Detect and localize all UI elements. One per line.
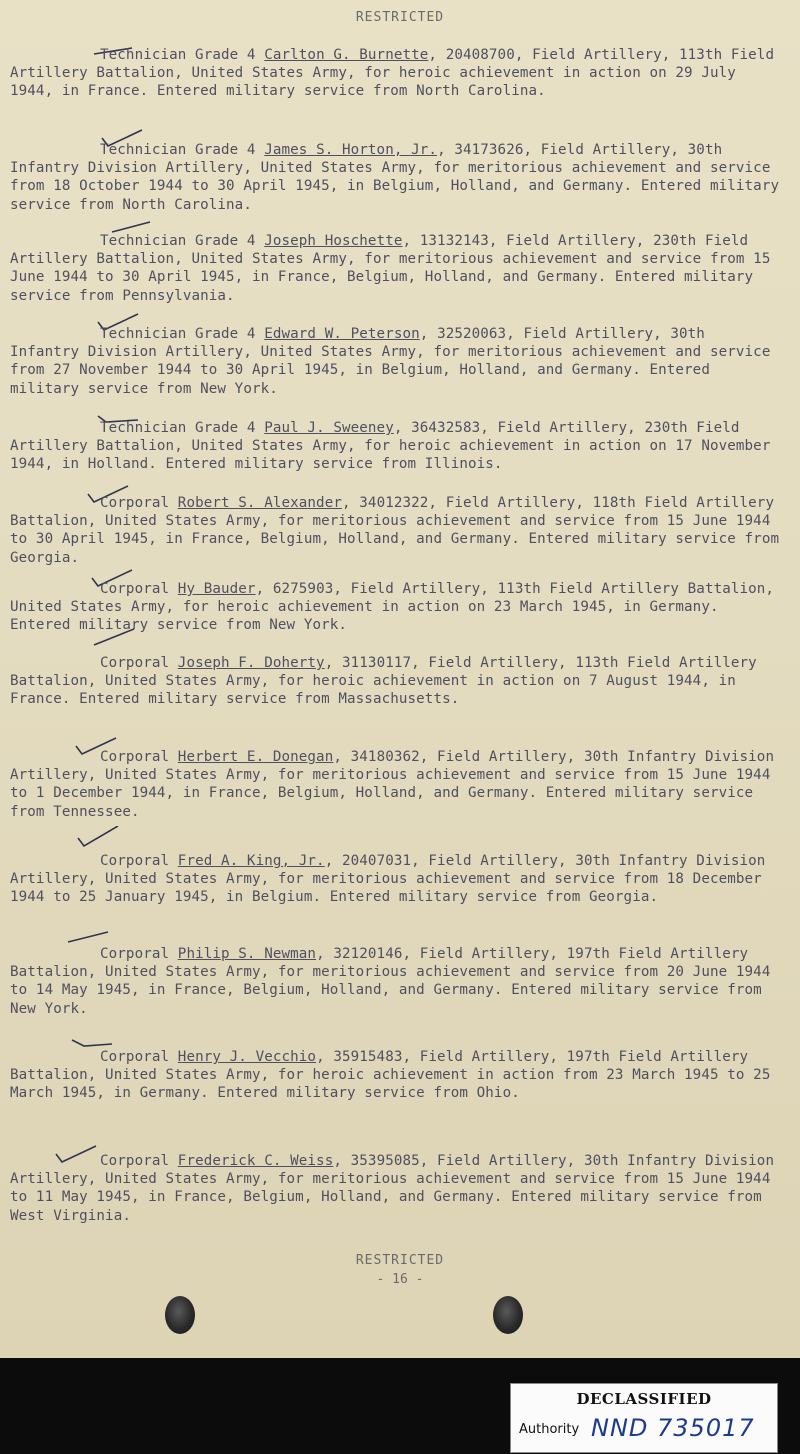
entry-name: Joseph Hoschette xyxy=(264,233,403,249)
classification-marking-bottom: RESTRICTED xyxy=(355,1253,445,1268)
citation-entry xyxy=(10,654,780,709)
stamp-authority-value: NND 735017 xyxy=(591,1414,755,1442)
citation-entry xyxy=(10,232,780,305)
citation-entry xyxy=(10,494,780,567)
punch-hole xyxy=(493,1296,523,1334)
entry-text: , 20407031, Field Artillery, 30th Infantry Division Artillery, United States Army, for meritorious achievement and service from 18 December 1944 to 25 January 1945, in Belgium. Entered military service from Georgia. xyxy=(10,853,766,906)
entry-text: , 6275903, Field Artillery, 113th Field Artillery Battalion, United States Army, for heroic achievement in action on 23 March 1945, in Germany. Entered military service from New York. xyxy=(10,581,775,634)
entry-rank: Corporal xyxy=(100,655,170,671)
entry-name: Paul J. Sweeney xyxy=(264,420,394,436)
entry-rank: Technician Grade 4 xyxy=(100,420,256,436)
entry-name: James S. Horton, Jr. xyxy=(264,142,438,158)
entry-rank: Corporal xyxy=(100,1153,170,1169)
citation-entry xyxy=(10,748,780,821)
page-number: - 16 - xyxy=(376,1272,424,1287)
punch-hole xyxy=(165,1296,195,1334)
entry-rank: Corporal xyxy=(100,581,170,597)
entry-name: Philip S. Newman xyxy=(177,946,317,962)
entry-text: , 13132143, Field Artillery, 230th Field Artillery Battalion, United States Army, for meritorious achievement and service from 15 June 1944 to 30 April 1945, in France, Belgium, Holland, and Germany. Entered military service from Pennsylvania. xyxy=(10,233,771,304)
entry-text: , 36432583, Field Artillery, 230th Field Artillery Battalion, United States Army, for heroic achievement in action on 17 November 1944, in Holland. Entered military service from Illinois. xyxy=(10,420,771,473)
entry-text: , 35915483, Field Artillery, 197th Field Artillery Battalion, United States Army, for heroic achievement in action from 23 March 1945 to 25 March 1945, in Germany. Entered military service from Ohio. xyxy=(10,1049,771,1102)
citation-entry xyxy=(10,325,780,398)
entry-name: Joseph F. Doherty xyxy=(177,655,325,671)
citation-entry xyxy=(10,46,780,101)
entry-name: Fred A. King, Jr. xyxy=(177,853,325,869)
entry-rank: Technician Grade 4 xyxy=(100,142,256,158)
entry-name: Robert S. Alexander xyxy=(177,495,342,511)
dash-mark-icon xyxy=(92,625,136,647)
entry-name: Frederick C. Weiss xyxy=(177,1153,334,1169)
entry-text: , 34012322, Field Artillery, 118th Field Artillery Battalion, United States Army, for meritorious achievement and service from 15 June 1944 to 30 April 1945, in France, Belgium, Holland, and Germany. Entered military service from Georgia. xyxy=(10,495,780,566)
stamp-title: DECLASSIFIED xyxy=(576,1390,712,1408)
entry-rank: Technician Grade 4 xyxy=(100,233,256,249)
entry-rank: Corporal xyxy=(100,946,170,962)
entry-text: , 32120146, Field Artillery, 197th Field Artillery Battalion, United States Army, for meritorious achievement and service from 20 June 1944 to 14 May 1945, in France, Belgium, Holland, and Germany. Entered military service from New York. xyxy=(10,946,771,1017)
entry-text: , 31130117, Field Artillery, 113th Field Artillery Battalion, United States Army, for heroic achievement in action on 7 August 1944, in France. Entered military service from Massachusetts. xyxy=(10,655,757,708)
citation-entry xyxy=(10,852,780,907)
entry-rank: Corporal xyxy=(100,495,170,511)
entry-name: Carlton G. Burnette xyxy=(264,47,429,63)
citation-entry xyxy=(10,141,780,214)
entry-rank: Technician Grade 4 xyxy=(100,47,256,63)
entry-name: Hy Bauder xyxy=(177,581,256,597)
citation-entry xyxy=(10,1048,780,1103)
citation-entry xyxy=(10,419,780,474)
citation-entry xyxy=(10,1152,780,1225)
entry-text: , 35395085, Field Artillery, 30th Infantry Division Artillery, United States Army, for meritorious achievement and service from 15 June 1944 to 11 May 1945, in France, Belgium, Holland, and Germany. Entered military service from West Virginia. xyxy=(10,1153,775,1224)
entry-text: , 34180362, Field Artillery, 30th Infantry Division Artillery, United States Army, for meritorious achievement and service from 15 June 1944 to 1 December 1944, in France, Belgium, Holland, and Germany. Entered military service from Tennessee. xyxy=(10,749,775,820)
citation-entry xyxy=(10,945,780,1018)
entry-text: , 32520063, Field Artillery, 30th Infantry Division Artillery, United States Army, for meritorious achievement and service from 27 November 1944 to 30 April 1945, in Belgium, Holland, and Germany. Entered military service from New York. xyxy=(10,326,771,397)
entry-name: Edward W. Peterson xyxy=(264,326,420,342)
classification-marking-top: RESTRICTED xyxy=(355,10,445,25)
entry-rank: Corporal xyxy=(100,1049,170,1065)
entry-text: , 34173626, Field Artillery, 30th Infantry Division Artillery, United States Army, for meritorious achievement and service from 18 October 1944 to 30 April 1945, in Belgium, Holland, and Germany. Entered military service from North Carolina. xyxy=(10,142,780,213)
entry-name: Henry J. Vecchio xyxy=(177,1049,317,1065)
stamp-authority-label: Authority xyxy=(519,1422,580,1437)
entry-rank: Corporal xyxy=(100,853,170,869)
entry-name: Herbert E. Donegan xyxy=(177,749,334,765)
entry-rank: Corporal xyxy=(100,749,170,765)
entry-text: , 20408700, Field Artillery, 113th Field Artillery Battalion, United States Army, for heroic achievement in action on 29 July 1944, in France. Entered military service from North Carolina. xyxy=(10,47,775,100)
checkmark-icon xyxy=(76,826,120,848)
entry-rank: Technician Grade 4 xyxy=(100,326,256,342)
declassified-stamp xyxy=(510,1383,778,1453)
